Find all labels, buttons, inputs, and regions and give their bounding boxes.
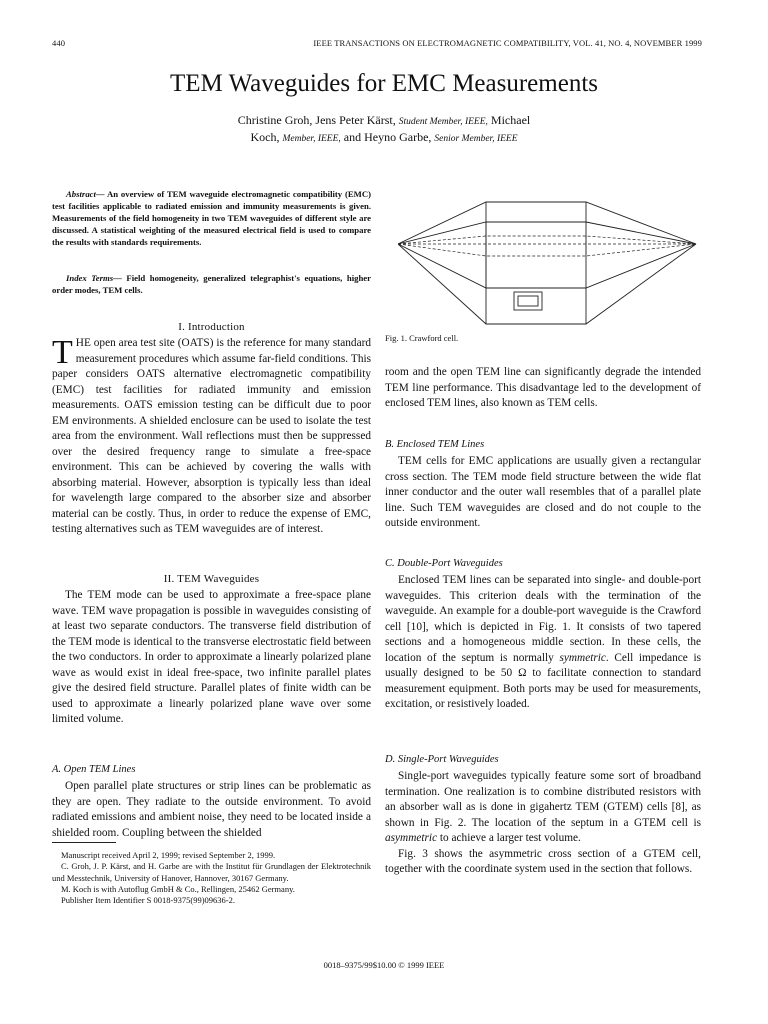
open-tem-paragraph: Open parallel plate structures or strip lines can be problematic as they are open. They radiate to the outside environment. To avoid radiated emissions and ambient noise, they need to be located inside a shielded room. Coupling between the shielded — [52, 780, 371, 839]
septum-dashed-lines — [398, 236, 696, 256]
subsection-heading-enclosed-tem-lines: B. Enclosed TEM Lines — [385, 439, 485, 450]
single-port-paragraph — [385, 769, 701, 847]
crawford-cell-outline — [398, 202, 696, 324]
footnote: Publisher Item Identifier S 0018-9375(99)09636-2. — [61, 895, 235, 906]
single-port-text-a: Single-port waveguides typically feature some sort of broadband termination. One realization is to combine distributed resistors with an absorber wall as is done in gigahertz TEM (GTEM) cells [8], as shown in Fig. 2. The location of the septum in a GTEM cell is — [385, 770, 701, 829]
copyright-line: 0018–9375/99$10.00 © 1999 IEEE — [323, 960, 445, 970]
single-port-text — [385, 769, 701, 878]
open-tem-paragraph-continued: room and the open TEM line can significantly degrade the intended TEM line performance. This disadvantage led to the development of enclosed TEM lines, also known as TEM cells. — [385, 366, 701, 409]
authors-line-1 — [0, 113, 768, 128]
subsection-heading-open-tem-lines: A. Open TEM Lines — [52, 764, 136, 775]
author-role: Member, IEEE, — [282, 134, 341, 144]
footnote: M. Koch is with Autoflug GmbH & Co., Rellingen, 25462 Germany. — [61, 883, 295, 894]
journal-header: IEEE TRANSACTIONS ON ELECTROMAGNETIC COMPATIBILITY, VOL. 41, NO. 4, NOVEMBER 1999 — [313, 38, 702, 48]
footnote: Manuscript received April 2, 1999; revised September 2, 1999. — [61, 850, 276, 860]
intro-first-word: HE — [75, 337, 91, 349]
single-port-text-b: to achieve a larger test volume. — [437, 832, 581, 844]
open-tem-lines-text — [52, 779, 371, 841]
intro-paragraph: open area test site (OATS) is the reference for many standard measurement procedures which assume far-field conditions. This paper considers OATS alternative electromagnetic compatibility (EMC) test facilities for radiated immunity and emission measurements. OATS emission testing can be difficult due to poor EM environments. A shielded enclosure can be used to isolate the test area from the environment. Wall reflections must then be suppressed over the desired frequency range to simulate a free-space environment. This can be achieved by covering the walls with absorbing material. However, absorption is typically less than ideal for wavelength large compared to the absorber size and absorber material can be costly. Thus, in order to reduce the expense of EMC, testing alternatives such as TEM waveguides are of interest. — [52, 337, 371, 535]
page-number: 440 — [52, 38, 66, 48]
single-port-paragraph-2: Fig. 3 shows the asymmetric cross section of a GTEM cell, together with the coordinate system used in the section that follows. — [385, 847, 701, 875]
subsection-heading-double-port: C. Double-Port Waveguides — [385, 558, 503, 569]
tem-paragraph: The TEM mode can be used to approximate a free-space plane wave. TEM wave propagation is possible in waveguides consisting of at least two separate conductors. The transverse field distribution of the TEM mode is identical to the transverse electrostatic field between the two conductors. In order to approximate a linearly polarized plane wave as would exist in ideal free-space, two infinite parallel plates give the desired field structure. Parallel plates of finite width can be used to approximate a linearly polarized plane wave over some limited volume. — [52, 589, 371, 725]
author-names: Christine Groh, Jens Peter Kärst, — [237, 113, 396, 127]
author-name: Koch, — [250, 130, 280, 144]
double-port-text-a: Enclosed TEM lines can be separated into single- and double-port waveguides. This criterion deals with the termination of the waveguide. An example for a double-port waveguide is the Crawford cell [10], which is depicted in Fig. 1. It consists of two tapered sections and a homogeneous middle section. In these cells, the location of the septum is normally — [385, 574, 701, 664]
index-terms-label: Index Terms— — [66, 273, 122, 283]
author-name: Michael — [490, 113, 531, 127]
open-tem-lines-continued — [385, 365, 701, 412]
subsection-heading-single-port: D. Single-Port Waveguides — [385, 754, 499, 765]
abstract — [52, 188, 371, 248]
double-port-text — [385, 573, 701, 713]
double-port-text-b: . Cell impedance is usually designed to be 50 Ω to facilitate connection to standard measurement equipment. Both ports may be used for measurements, excitation, or resistively loaded. — [385, 651, 701, 710]
footnote: C. Groh, J. P. Kärst, and H. Garbe are with the Institut für Grundlagen der Elektrotechnik und Messtechnik, University of Hanover, Hannover, 30167 Germany. — [52, 861, 371, 883]
tem-waveguides-text — [52, 588, 371, 728]
asymmetric-term: asymmetric — [385, 832, 438, 844]
figure-1-caption: Fig. 1. Crawford cell. — [385, 333, 459, 343]
introduction-text — [52, 336, 371, 538]
paper-title: TEM Waveguides for EMC Measurements — [170, 70, 598, 97]
author-role: Student Member, IEEE, — [398, 117, 488, 127]
enclosed-tem-lines-text — [385, 454, 701, 532]
authors-line-2 — [0, 130, 768, 145]
footnotes — [52, 850, 371, 906]
drop-cap: T — [52, 334, 73, 371]
author-name: and Heyno Garbe, — [343, 130, 432, 144]
cell-door — [514, 292, 542, 310]
index-terms — [52, 272, 371, 296]
index-terms-text: Field homogeneity, generalized telegraphist's equations, higher order modes, TEM cells. — [52, 273, 372, 296]
abstract-label: Abstract— — [66, 189, 105, 199]
section-heading-tem-waveguides: II. TEM Waveguides — [163, 573, 260, 585]
section-heading-introduction: I. Introduction — [178, 321, 245, 333]
author-role: Senior Member, IEEE — [434, 134, 518, 144]
abstract-text: An overview of TEM waveguide electromagnetic compatibility (EMC) test facilities applicable to radiated emission and immunity measurements is given. Measurements of the field homogeneity in two TEM waveguides of different style are discussed. A statistical weighting of the measured electrical field is used to compare the results with standards requirements. — [52, 189, 371, 248]
enclosed-paragraph: TEM cells for EMC applications are usually given a rectangular cross section. The TEM mode field structure between the wide flat inner conductor and the outer wall resembles that of a parallel plate line. Such TEM waveguides are closed and do not couple to the outside environment. — [385, 455, 701, 529]
footnote-rule — [52, 842, 116, 843]
double-port-paragraph — [385, 573, 701, 713]
crawford-cell-figure — [398, 186, 698, 336]
symmetric-term: symmetric — [559, 651, 606, 664]
